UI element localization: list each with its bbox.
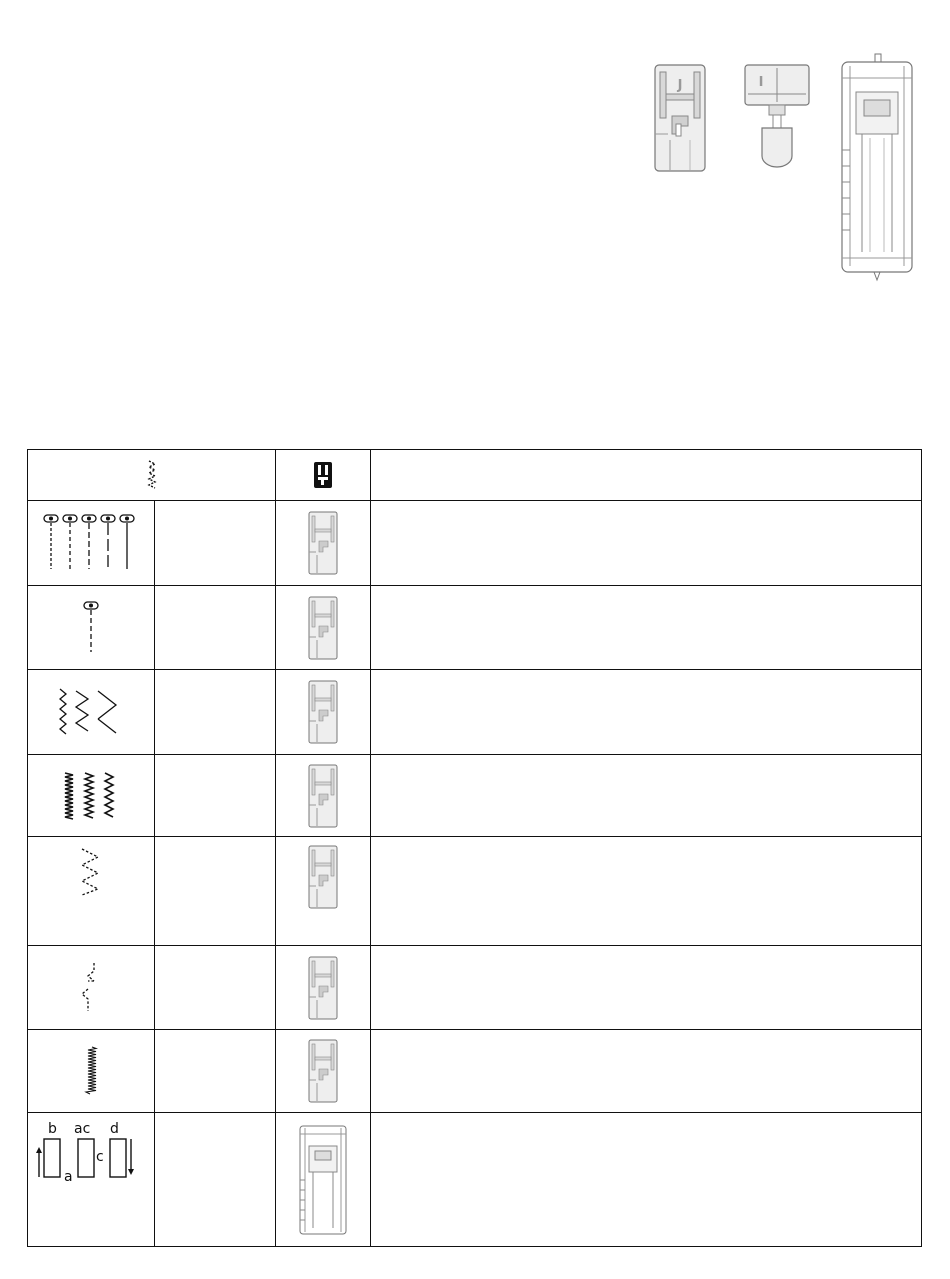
step-label-a: a — [64, 1169, 73, 1183]
foot-cell — [276, 946, 371, 1030]
table-row — [28, 1030, 922, 1113]
foot-cell — [276, 586, 371, 670]
description-cell — [371, 946, 922, 1030]
table-row — [28, 837, 922, 946]
table-row — [28, 1113, 922, 1247]
step-label-ac: ac — [74, 1121, 91, 1137]
foot-cell — [276, 501, 371, 586]
presser-foot-j-icon — [308, 764, 338, 828]
description-cell — [371, 501, 922, 586]
stitch-icon-cell — [28, 1113, 155, 1247]
three-step-zigzag-icon — [76, 845, 106, 897]
description-cell — [371, 1030, 922, 1113]
description-cell — [371, 755, 922, 837]
table-row — [28, 946, 922, 1030]
straight-stitch-single-icon — [81, 598, 101, 658]
step-label-b: b — [48, 1121, 57, 1137]
presser-feet-illustrations — [0, 0, 950, 300]
presser-foot-j-icon — [308, 956, 338, 1020]
foot-letter-i: I — [758, 75, 764, 90]
foot-letter-j: J — [677, 78, 683, 93]
empty-cell — [155, 837, 276, 946]
stitch-selection-icon — [145, 460, 159, 490]
step-label-c: c — [96, 1149, 104, 1165]
table-row — [28, 501, 922, 586]
stitch-icon-cell — [28, 586, 155, 670]
satin-stitch-icon — [76, 1045, 106, 1097]
foot-cell — [276, 1113, 371, 1247]
empty-cell — [155, 586, 276, 670]
presser-foot-j-icon — [308, 845, 338, 909]
description-cell — [371, 670, 922, 755]
step-label-d: d — [110, 1121, 119, 1137]
header-description-cell — [371, 450, 922, 501]
dense-zigzag-icon — [61, 771, 121, 821]
presser-foot-j-icon — [308, 596, 338, 660]
empty-cell — [155, 755, 276, 837]
header-foot-cell — [276, 450, 371, 501]
zigzag-widths-icon — [56, 687, 126, 737]
table-header-row — [28, 450, 922, 501]
table-row — [28, 670, 922, 755]
stitch-icon-cell — [28, 755, 155, 837]
buttonhole-foot-icon — [298, 1124, 348, 1236]
foot-cell — [276, 755, 371, 837]
presser-foot-i-illustration — [744, 64, 810, 168]
presser-foot-symbol-icon — [313, 461, 333, 489]
buttonhole-foot-illustration — [840, 52, 914, 282]
presser-foot-j-icon — [308, 1039, 338, 1103]
stitch-icon-cell — [28, 670, 155, 755]
empty-cell — [155, 1113, 276, 1247]
stitch-table — [27, 449, 922, 1247]
table-row — [28, 586, 922, 670]
stitch-icon-cell — [28, 1030, 155, 1113]
foot-cell — [276, 1030, 371, 1113]
buttonhole-steps-icon — [36, 1119, 146, 1183]
empty-cell — [155, 501, 276, 586]
presser-foot-j-icon — [308, 511, 338, 575]
empty-cell — [155, 946, 276, 1030]
presser-foot-j-illustration — [654, 64, 706, 172]
presser-foot-j-icon — [308, 680, 338, 744]
description-cell — [371, 586, 922, 670]
empty-cell — [155, 670, 276, 755]
stitch-icon-cell — [28, 501, 155, 586]
stitch-icon-cell — [28, 946, 155, 1030]
empty-cell — [155, 1030, 276, 1113]
blind-hem-stitch-icon — [76, 961, 106, 1015]
foot-cell — [276, 670, 371, 755]
table-row — [28, 755, 922, 837]
description-cell — [371, 1113, 922, 1247]
description-cell — [371, 837, 922, 946]
stitch-icon-cell — [28, 837, 155, 946]
straight-stitch-needle-positions-icon — [41, 511, 141, 575]
foot-cell — [276, 837, 371, 946]
header-stitch-cell — [28, 450, 276, 501]
